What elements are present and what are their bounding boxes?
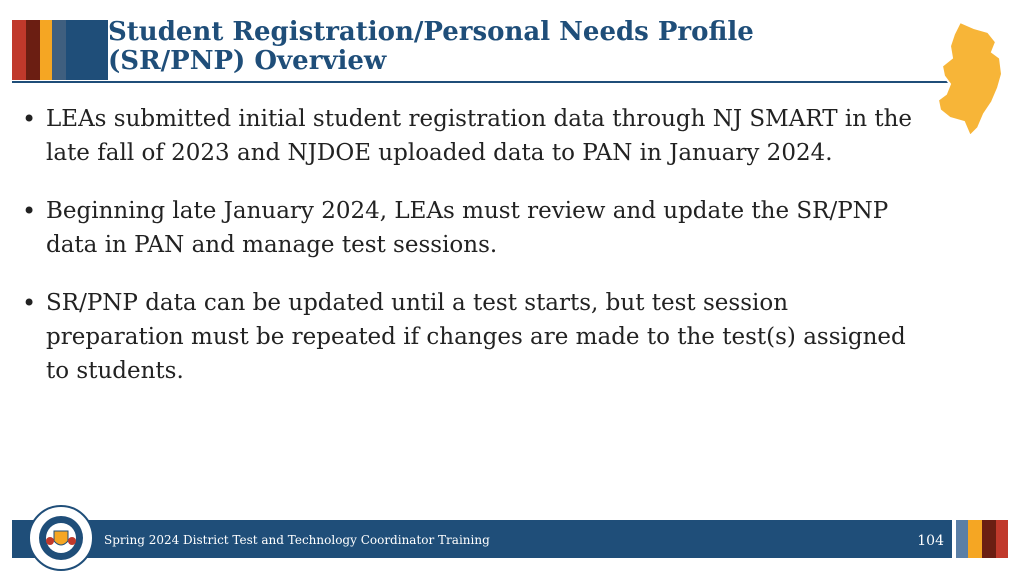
footer-stripe-maroon [982,520,996,558]
bullet-text: LEAs submitted initial student registration data through NJ SMART in the late fall of 2023 and NJDOE uploaded data to PAN in January 2024. [46,106,913,166]
bullet-dot-icon: • [22,105,37,133]
bullet-dot-icon: • [22,197,37,225]
slide-title [108,17,754,80]
footer-training-label: Spring 2024 District Test and Technology Coordinator Training [104,533,490,547]
stripe-slate [52,20,66,80]
bullet-item [22,102,922,170]
stripe-red [12,20,26,80]
bullet-item [22,194,922,262]
page-number: 104 [917,533,944,549]
bullet-list [22,102,922,412]
new-jersey-map-icon [930,18,1010,138]
footer-color-stripes [956,520,1008,558]
bullet-item [22,286,922,388]
bullet-text: SR/PNP data can be updated until a test starts, but test session preparation must be repeated if changes are made to the test(s) assigned to students. [46,290,906,384]
title-line-2: (SR/PNP) Overview [108,46,387,76]
bullet-dot-icon: • [22,289,37,317]
stripe-gold [40,20,52,80]
title-underline [12,81,960,83]
footer-stripe-blue [956,520,968,558]
stripe-navy [66,20,108,80]
nj-department-of-education-seal-icon [28,505,94,571]
footer-stripe-gold [968,520,982,558]
stripe-maroon [26,20,40,80]
footer-bar [12,520,952,558]
title-line-1: Student Registration/Personal Needs Profile [108,17,754,47]
bullet-text: Beginning late January 2024, LEAs must review and update the SR/PNP data in PAN and manage test sessions. [46,198,889,258]
header-color-stripes [12,20,108,80]
footer-stripe-red [996,520,1008,558]
